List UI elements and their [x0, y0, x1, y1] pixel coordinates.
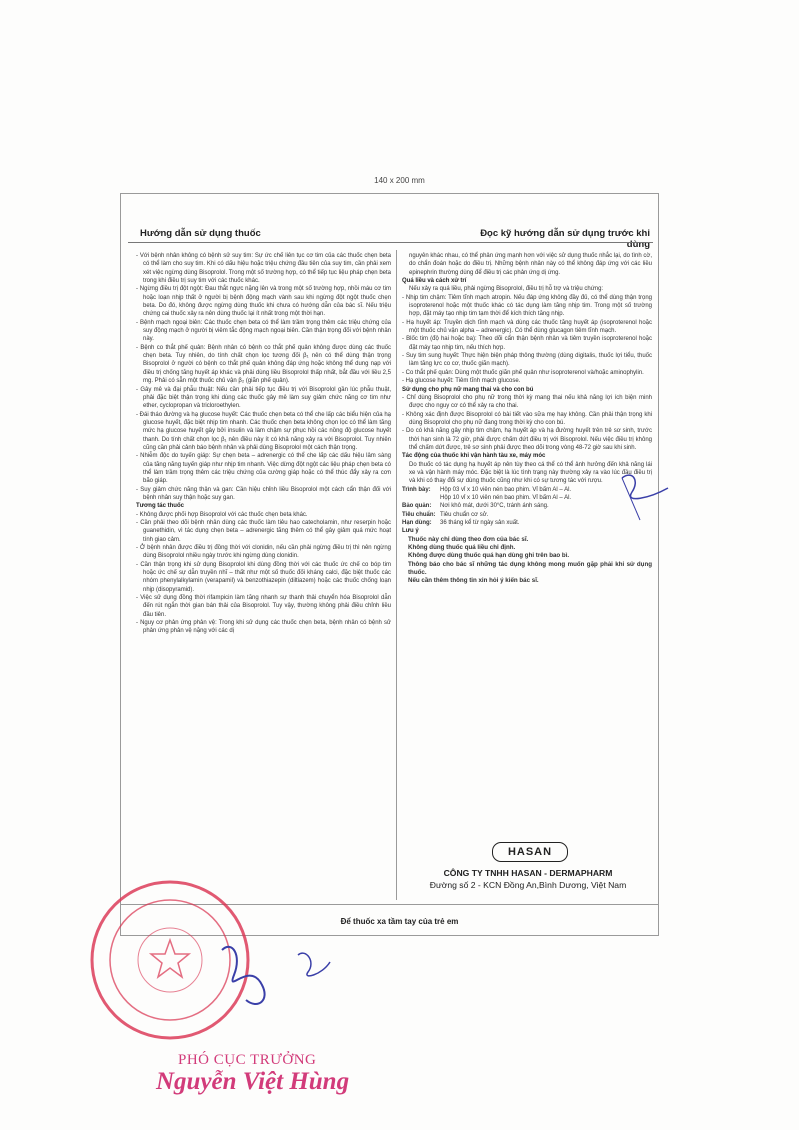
child-safety-warning: Để thuốc xa tầm tay của trẻ em: [340, 917, 459, 926]
leaflet-paragraph: - Đái tháo đường và hạ glucose huyết: Các thuốc chẹn beta có thể che lấp các biểu hiện của hạ glucose huyết, đặc biệt nhịp tim nhanh. Các thuốc chẹn beta không chọn lọc có thể làm tăng mức hạ glucose huyết gây bởi insulin và làm chậm sự phục hồi các nồng độ glucose huyết thanh. Do tính chất chọn lọc β₁ nên điều này ít có khả năng xảy ra với Bisoprolol. Tuy nhiên cũng cần phải cảnh báo bệnh nhân và phải dùng Bisoprolol một cách thận trọng.: [136, 411, 391, 451]
header-divider: [128, 242, 653, 243]
section-heading: Tương tác thuốc: [136, 503, 184, 510]
notes-list: [402, 536, 652, 586]
leaflet-paragraph: - Cần thận trọng khi sử dụng Bisoprolol khi dùng đồng thời với các thuốc ức chế co bóp tim hoặc ức chế sự dẫn truyền nhĩ – thất như một số thuốc đối kháng calci, đặc biệt thuốc các nhóm phenylalkylamin (verapamil) và benzothiazepin (diltiazem) hoặc các thuốc chống loạn nhịp (disopyramid).: [136, 561, 391, 593]
leaflet-paragraph: - Gây mê và đại phẫu thuật: Nếu cần phải tiếp tục điều trị với Bisoprolol gần lúc phẫu thuật, phải đặc biệt thận trọng khi dùng các thuốc gây mê làm suy giảm chức năng cơ tim như ether, cyclopropan và tricloroethylen.: [136, 386, 391, 410]
leaflet-paragraph: - Ở bệnh nhân được điều trị đồng thời với clonidin, nếu cần phải ngừng điều trị thì nên ngừng dùng Bisoprolol nhiều ngày trước khi ngừng dùng clonidin.: [136, 545, 391, 560]
right-column: [402, 252, 652, 586]
column-divider: [396, 250, 397, 900]
leaflet-paragraph: nguyên khác nhau, có thể phản ứng mạnh hơn với việc sử dụng thuốc nhắc lại, do tình cờ, do chẩn đoán hoặc do điều trị. Những bệnh nhân này có thể không đáp ứng với các liều epinephrin thường dùng để điều trị các phản ứng dị ứng.: [409, 253, 652, 276]
leaflet-paragraph: - Nhiễm độc do tuyến giáp: Sự chẹn beta – adrenergic có thể che lấp các dấu hiệu lâm sàng của tăng năng tuyến giáp như nhịp tim nhanh. Việc dừng đột ngột các liệu pháp chẹn beta có thể làm trầm trọng thêm các triệu chứng của cường giáp hoặc có thể thúc đẩy xảy ra cơn bão giáp.: [136, 453, 391, 485]
leaflet-paragraph: - Không được phối hợp Bisoprolol với các thuốc chẹn beta khác.: [136, 511, 308, 518]
company-address: Đường số 2 - KCN Đồng An,Bình Dương, Việt Nam: [429, 880, 627, 890]
leaflet-paragraph: - Việc sử dụng đồng thời rifampicin làm tăng nhanh sự thanh thải chuyển hóa Bisoprolol dẫn đến rút ngắn thời gian bán thải của Bisoprolol. Tuy vậy, thường không phải điều chỉnh liều đầu tiên.: [136, 595, 391, 618]
section-heading: Quá liều và cách xử trí: [402, 278, 467, 285]
leaflet-paragraph: - Blốc tim (độ hai hoặc ba): Theo dõi cẩn thận bệnh nhân và tiêm truyền isoproterenol hoặc đặt máy tạo nhịp tim, nếu thích hợp.: [402, 336, 652, 351]
hasan-logo: HASAN: [492, 842, 568, 862]
dosage-label: Trình bày:: [402, 486, 431, 493]
leaflet-paragraph: - Cần phải theo dõi bệnh nhân dùng các thuốc làm tiêu hao catecholamin, như reserpin hoặc guanethidin, vì tác dụng chẹn beta – adrenergic tăng thêm có thể gây giảm quá mức hoạt tính giao cảm.: [136, 520, 391, 543]
leaflet-paragraph: - Hạ huyết áp: Truyền dịch tĩnh mạch và dùng các thuốc tăng huyết áp (isoproterenol hoặc một thuốc chủ vận alpha – adrenergic). Có thể dùng glucagon tiêm tĩnh mạch.: [402, 319, 652, 335]
leaflet-paragraph: Nếu xảy ra quá liều, phải ngừng Bisoprolol, điều trị hỗ trợ và triệu chứng:: [409, 286, 604, 293]
leaflet-header-left: Hướng dẫn sử dụng thuốc: [140, 228, 261, 239]
leaflet-paragraph: - Bệnh co thắt phế quản: Bệnh nhân có bệnh co thắt phế quản không được dùng các thuốc chẹn beta. Tuy nhiên, do tính chất chọn lọc tương đối β₁ nên có thể dùng thận trọng Bisoprolol ở người có bệnh co thắt phế quản không đáp ứng hoặc không thể dung nạp với điều trị chống tăng huyết áp khác và phải dùng liều Bisoprolol thấp nhất, bắt đầu với liều 2,5 mg. Phải có sẵn một thuốc chủ vận β₂ (giãn phế quản).: [136, 344, 391, 385]
note-item: Không dùng thuốc quá liều chỉ định.: [408, 544, 516, 552]
notes-heading: Lưu ý: [402, 528, 419, 535]
dosage-row: [402, 511, 652, 519]
leaflet-paragraph: - Không xác định được Bisoprolol có bài tiết vào sữa mẹ hay không. Cần phải thận trọng khi dùng Bisoprolol cho phụ nữ đang trong thời kỳ cho con bú.: [402, 411, 652, 426]
dosage-label: Hạn dùng:: [402, 520, 432, 526]
section-heading: Tác động của thuốc khi vận hành tàu xe, máy móc: [402, 453, 546, 460]
dosage-value: Tiêu chuẩn cơ sở.: [440, 511, 489, 518]
left-column: [136, 252, 391, 636]
leaflet-paragraph: - Ngừng điều trị đột ngột: Đau thắt ngực nặng lên và trong một số trường hợp, nhồi máu cơ tim hoặc loạn nhịp thất ở người bị bệnh động mạch vành sau khi ngừng đột ngột thuốc chẹn beta. Do đó, không được ngừng dùng thuốc khi chưa có hướng dẫn của bác sĩ. Nếu triệu chứng cai thuốc xảy ra nên dùng thuốc lại ít nhất trong một thời hạn.: [136, 286, 391, 318]
note-item: Không được dùng thuốc quá hạn dùng ghi trên bao bì.: [408, 552, 570, 560]
approval-title: PHÓ CỤC TRƯỞNG: [178, 1052, 317, 1068]
dosage-row: [402, 519, 652, 527]
approval-signer: Nguyễn Việt Hùng: [156, 1068, 350, 1095]
dosage-value: Hộp 03 vỉ x 10 viên nén bao phim. Vỉ bấm Al – Al.: [440, 486, 572, 493]
note-item: Thông báo cho bác sĩ những tác dụng không mong muốn gặp phải khi sử dụng thuốc.: [408, 560, 652, 577]
leaflet-paragraph: - Chỉ dùng Bisoprolol cho phụ nữ trong thời kỳ mang thai nếu khả năng lợi ích biện minh được cho nguy cơ có thể xảy ra cho thai.: [402, 394, 652, 410]
leaflet-paragraph: - Suy giảm chức năng thận và gan: Cần hiệu chỉnh liều Bisoprolol một cách cẩn thận đối với bệnh nhân suy thận hoặc suy gan.: [136, 486, 391, 501]
dosage-block: [402, 486, 652, 528]
leaflet-paragraph: - Nhịp tim chậm: Tiêm tĩnh mạch atropin. Nếu đáp ứng không đầy đủ, có thể dùng thận trọng isoproterenol hoặc một thuốc khác có tác dụng làm tăng nhịp tim. Trong một số trường hợp, đặt máy tạo nhịp tim tạm thời để kích thích tăng nhịp.: [402, 294, 652, 318]
leaflet-paragraph: - Do có khả năng gây nhịp tim chậm, hạ huyết áp và hạ đường huyết trên trẻ sơ sinh, trước thời hạn sinh là 72 giờ, phải được chấm dứt điều trị với Bisoprolol. Nếu việc điều trị không thể chấm dứt được, trẻ sơ sinh phải được theo dõi trong vòng 48-72 giờ sau khi sinh.: [402, 428, 652, 451]
dosage-row: [402, 494, 652, 502]
dosage-row: [402, 502, 652, 510]
leaflet-paragraph: - Nguy cơ phản ứng phản vệ: Trong khi sử dụng các thuốc chẹn beta, bệnh nhân có bệnh sử phản ứng phản vệ nặng với các dị: [136, 620, 391, 635]
dosage-value: Hộp 10 vỉ x 10 viên nén bao phim. Vỉ bấm Al – Al.: [440, 494, 572, 501]
leaflet-paragraph: - Co thắt phế quản: Dùng một thuốc giãn phế quản như isoproterenol và/hoặc aminophylin.: [402, 369, 644, 376]
dosage-value: 36 tháng kể từ ngày sản xuất.: [440, 520, 520, 526]
dosage-label: [402, 494, 440, 502]
leaflet-paragraph: - Với bệnh nhân không có bệnh sử suy tim: Sự ức chế liên tục cơ tim của các thuốc chẹn beta có thể làm cho suy tim. Khi có dấu hiệu hoặc triệu chứng đầu tiên của suy tim, cần phải xem xét việc ngừng dùng Bisoprolol. Trong một số trường hợp, có thể tiếp tục liệu pháp chẹn beta trong khi điều trị suy tim với các thuốc khác.: [136, 253, 391, 285]
note-item: Thuốc này chỉ dùng theo đơn của bác sĩ.: [408, 535, 529, 543]
leaflet-paragraph: - Suy tim sung huyết: Thực hiện biện pháp thông thường (dùng digitalis, thuốc lợi tiểu, thuốc làm tăng lực co cơ, thuốc giãn mạch).: [402, 353, 652, 368]
note-item: Nếu cần thêm thông tin xin hỏi ý kiến bác sĩ.: [408, 577, 539, 585]
leaflet-header-right: Đọc kỹ hướng dẫn sử dụng trước khi dùng: [480, 228, 650, 250]
dimension-label: 140 x 200 mm: [374, 176, 425, 185]
dosage-label: Tiêu chuẩn:: [402, 511, 436, 518]
company-name: CÔNG TY TNHH HASAN - DERMAPHARM: [443, 868, 613, 878]
leaflet-paragraph: - Hạ glucose huyết: Tiêm tĩnh mạch glucose.: [402, 378, 521, 385]
dosage-label: Bảo quản:: [402, 503, 432, 510]
official-stamp-icon: [88, 878, 253, 1043]
section-heading: Sử dụng cho phụ nữ mang thai và cho con bú: [402, 386, 534, 393]
leaflet-paragraph: Do thuốc có tác dụng hạ huyết áp nên tùy theo cá thể có thể ảnh hưởng đến khả năng lái xe và vận hành máy móc. Đặc biệt là lúc tình trạng này thường xảy ra vào lúc đầu điều trị và khi có thay đổi sự dùng thuốc cũng như khi có sự tương tác với rượu.: [409, 461, 652, 485]
dosage-value: Nơi khô mát, dưới 30°C, tránh ánh sáng.: [440, 503, 549, 510]
dosage-row: [402, 486, 652, 494]
leaflet-paragraph: - Bệnh mạch ngoại biên: Các thuốc chẹn beta có thể làm trầm trọng thêm các triệu chứng của suy động mạch ở người bị viêm tắc động mạch ngoại biên. Cần thận trọng đối với bệnh nhân này.: [136, 319, 391, 343]
